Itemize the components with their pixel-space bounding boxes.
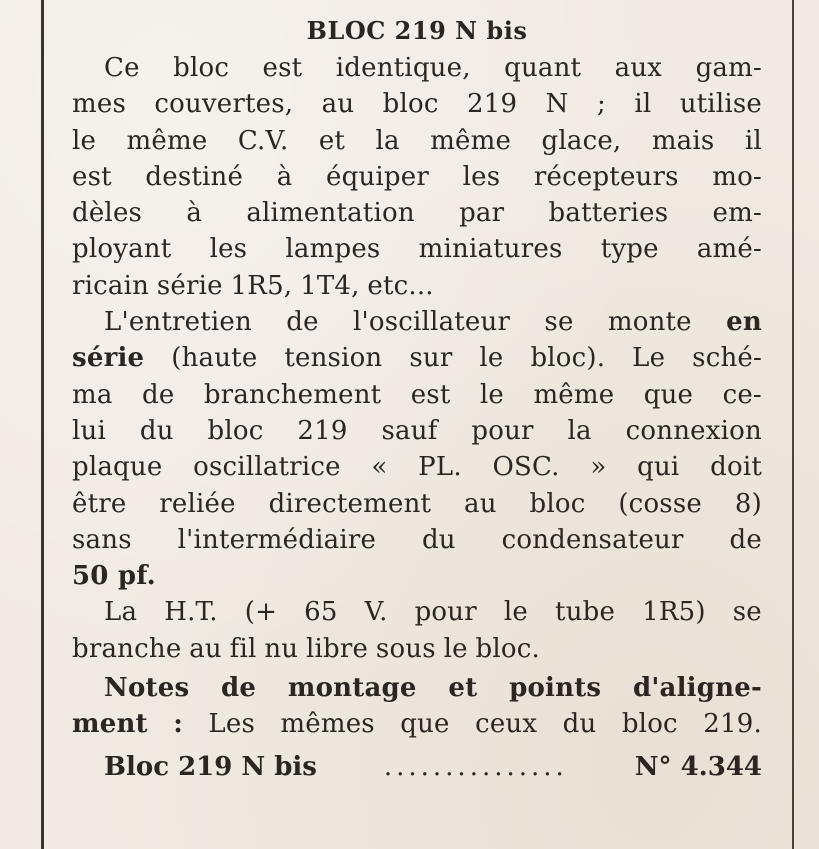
word: branche	[72, 633, 182, 664]
word: branchement	[203, 379, 382, 410]
word: pour	[414, 597, 477, 628]
word: du	[562, 709, 597, 740]
paragraph-1	[72, 50, 762, 304]
word: glace,	[541, 125, 622, 156]
word: connexion	[625, 415, 762, 446]
word: points	[509, 673, 602, 704]
word: condensateur	[501, 524, 684, 555]
word: ;	[596, 89, 606, 120]
word: 219	[467, 89, 518, 120]
word: libre	[306, 633, 369, 664]
word: est	[262, 53, 303, 83]
word: même	[430, 125, 512, 156]
word: l'intermédiaire	[177, 524, 377, 555]
text-line	[72, 377, 762, 413]
word: reliée	[159, 488, 236, 519]
word: le	[503, 597, 529, 628]
word: mo-	[712, 161, 762, 192]
word: La	[104, 597, 138, 628]
word: est	[72, 161, 112, 192]
word: dèles	[72, 198, 143, 229]
word: 1R5,	[230, 270, 293, 301]
paragraph-2	[72, 304, 762, 594]
word: le	[72, 125, 97, 156]
word: miniatures	[418, 234, 563, 265]
reference-number: N° 4.344	[634, 751, 762, 782]
word: mes	[72, 89, 126, 120]
text-line	[72, 195, 762, 231]
word: bloc	[207, 415, 264, 446]
word: tension	[284, 343, 383, 374]
word: du	[139, 415, 174, 446]
word: alimentation	[246, 198, 415, 229]
text-line	[72, 268, 762, 304]
word: etc...	[367, 270, 434, 301]
text-line	[72, 631, 762, 667]
word: quant	[504, 53, 582, 83]
text-line	[72, 594, 762, 630]
word: directement	[268, 488, 432, 519]
text-line	[72, 123, 762, 159]
word: «	[371, 452, 388, 483]
word: ce-	[722, 379, 762, 410]
word: la	[375, 125, 400, 156]
word: il	[744, 125, 762, 156]
word: et	[318, 125, 346, 156]
word: :	[173, 709, 183, 740]
word: lampes	[285, 234, 381, 265]
text-line	[72, 304, 762, 340]
word: ma	[72, 379, 113, 410]
word: la	[567, 415, 592, 446]
word: en	[726, 307, 762, 338]
word: le	[479, 379, 505, 410]
word: le	[443, 633, 468, 664]
text-column	[72, 14, 762, 785]
word: (+	[244, 597, 278, 628]
word: (haute	[171, 343, 258, 374]
word: Ce	[104, 53, 140, 83]
word: montage	[287, 673, 417, 704]
reference-line	[72, 749, 762, 785]
word: du	[421, 524, 456, 555]
section-title: BLOC 219 N bis	[306, 16, 528, 45]
word: PL.	[418, 452, 462, 483]
word: équiper	[326, 161, 429, 192]
word: doit	[710, 452, 762, 483]
word: et	[448, 673, 478, 704]
word: couvertes,	[154, 89, 294, 120]
word: »	[590, 452, 607, 483]
word: L'entretien	[104, 307, 252, 338]
text-line	[72, 706, 762, 742]
word: ment	[72, 709, 148, 740]
word: de	[141, 379, 175, 410]
word: sur	[409, 343, 453, 374]
word: lui	[72, 415, 106, 446]
word: que	[400, 709, 450, 740]
word: à	[186, 198, 203, 229]
text-line	[72, 558, 762, 594]
word: bloc	[529, 488, 586, 519]
word: récepteurs	[533, 161, 679, 192]
word: même	[533, 379, 615, 410]
word: plaque	[72, 452, 163, 483]
word: tube	[555, 597, 616, 628]
word: mêmes	[280, 709, 375, 740]
word: monte	[607, 307, 692, 338]
word: de	[221, 673, 257, 704]
word: se	[732, 597, 762, 628]
word: bloc	[173, 53, 230, 83]
word: de	[729, 524, 762, 555]
word: à	[276, 161, 293, 192]
word: être	[72, 488, 127, 519]
text-line	[72, 50, 762, 86]
word: utilise	[679, 89, 762, 120]
word: d'aligne-	[633, 673, 762, 704]
word: V.	[364, 597, 388, 628]
word: série	[72, 343, 145, 374]
text-line	[72, 449, 762, 485]
word: bloc.	[475, 633, 540, 664]
reference-label: Bloc 219 N bis	[104, 751, 317, 782]
word: fil	[229, 633, 257, 664]
word: se	[544, 307, 574, 338]
word: Le	[632, 343, 666, 374]
word: OSC.	[492, 452, 560, 483]
word: même	[126, 125, 208, 156]
text-line	[72, 413, 762, 449]
word: 8)	[734, 488, 762, 519]
text-line	[72, 340, 762, 376]
word: sché-	[692, 343, 762, 374]
word: amé-	[696, 234, 762, 265]
word: qui	[637, 452, 680, 483]
text-line	[72, 522, 762, 558]
word: bloc	[621, 709, 678, 740]
leader-dots: ...............	[383, 751, 568, 782]
word: sauf	[381, 415, 438, 446]
word: Les	[208, 709, 256, 740]
right-column-rule	[792, 0, 794, 849]
text-line	[72, 486, 762, 522]
word: bloc).	[530, 343, 606, 374]
word: identique,	[335, 53, 471, 83]
word: ricain	[72, 270, 150, 301]
text-line	[72, 670, 762, 706]
word: est	[410, 379, 451, 410]
word: type	[600, 234, 659, 265]
word: il	[634, 89, 652, 120]
word: par	[459, 198, 505, 229]
word: 219	[297, 415, 348, 446]
word: ployant	[72, 234, 172, 265]
word: destiné	[145, 161, 244, 192]
word: batteries	[548, 198, 669, 229]
word: les	[462, 161, 501, 192]
word: nu	[264, 633, 299, 664]
word: l'oscillateur	[353, 307, 511, 338]
word: 1T4,	[300, 270, 360, 301]
word: sous	[375, 633, 436, 664]
word: les	[209, 234, 248, 265]
word: (cosse	[618, 488, 702, 519]
word: pour	[471, 415, 534, 446]
word: ceux	[475, 709, 538, 740]
word: 50 pf.	[72, 561, 156, 592]
word: au	[189, 633, 222, 664]
word: bloc	[382, 89, 439, 120]
word: aux	[614, 53, 663, 83]
word: oscillatrice	[193, 452, 341, 483]
word: que	[643, 379, 694, 410]
word: le	[479, 343, 504, 374]
word: Notes	[104, 673, 190, 704]
word: série	[156, 270, 223, 301]
text-line	[72, 86, 762, 122]
paragraph-3	[72, 594, 762, 667]
word: H.T.	[164, 597, 218, 628]
word: 65	[304, 597, 338, 628]
word: 1R5)	[642, 597, 706, 628]
word: au	[464, 488, 497, 519]
word: gam-	[695, 53, 762, 83]
text-line	[72, 159, 762, 195]
word: em-	[712, 198, 762, 229]
text-line	[72, 231, 762, 267]
word: de	[286, 307, 319, 338]
left-column-rule	[41, 0, 44, 849]
word: au	[321, 89, 355, 120]
word: 219.	[703, 709, 762, 740]
word: N	[545, 89, 569, 120]
word: mais	[651, 125, 715, 156]
paragraph-4	[72, 670, 762, 743]
word: sans	[72, 524, 132, 555]
word: C.V.	[237, 125, 289, 156]
